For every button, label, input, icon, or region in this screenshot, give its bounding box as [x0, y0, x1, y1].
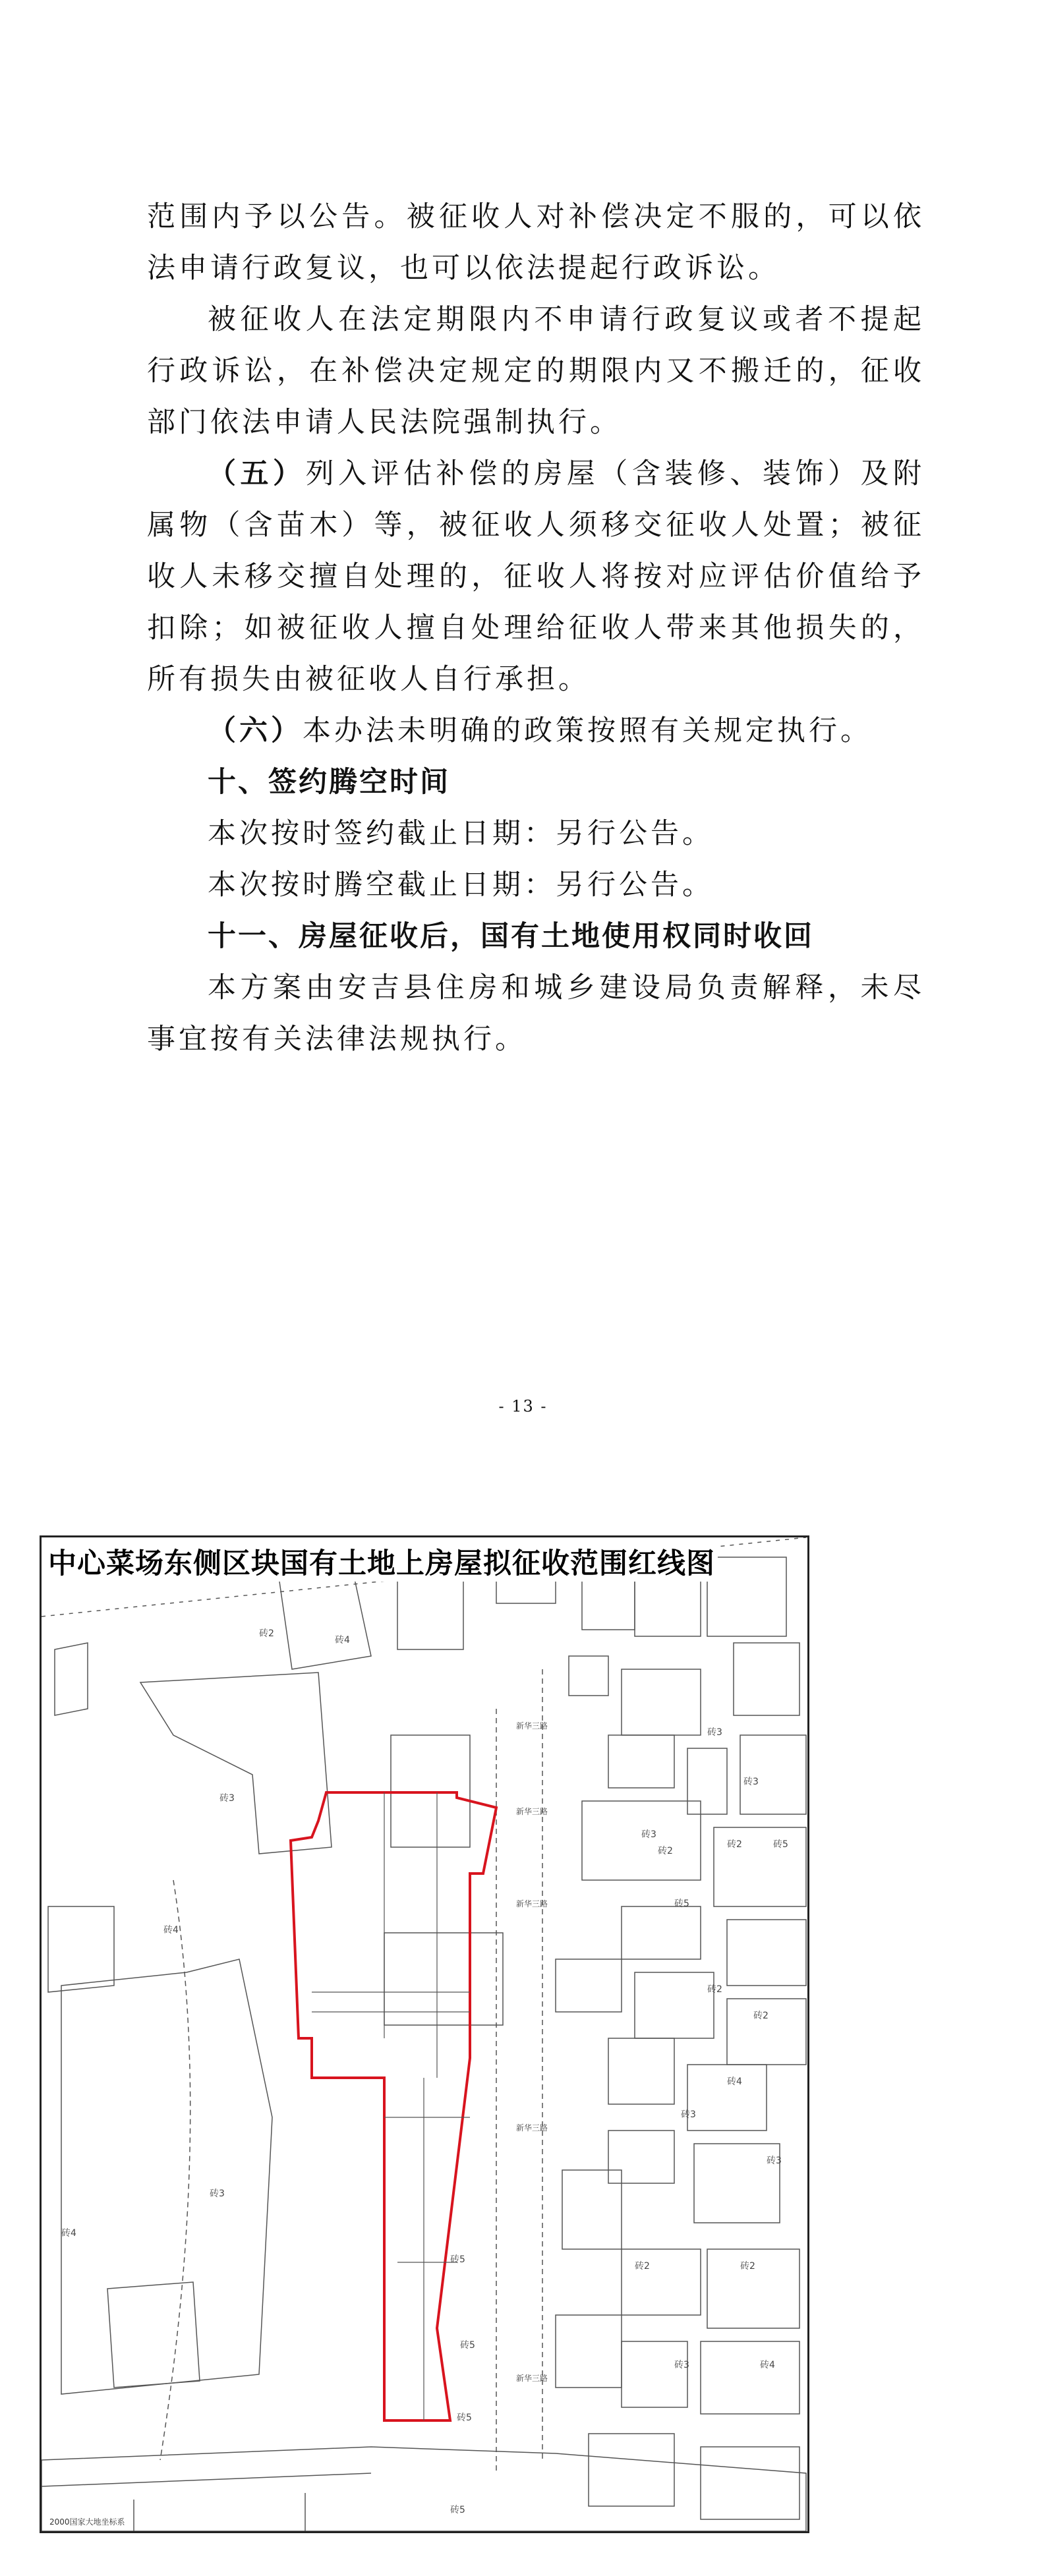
building-label: 砖4	[727, 2076, 742, 2087]
paragraph-enforcement: 被征收人在法定期限内不申请行政复议或者不提起行政诉讼，在补偿决定规定的期限内又不搬迁的，征收部门依法申请人民法院强制执行。	[147, 303, 925, 439]
building-label: 砖4	[335, 1635, 350, 1646]
building-label: 砖3	[767, 2156, 782, 2166]
item-six-lead: （六）	[208, 714, 303, 747]
item-six-body: 本办法未明确的政策按照有关规定执行。	[303, 714, 872, 747]
building-label: 砖2	[259, 1628, 274, 1639]
expropriation-boundary	[291, 1792, 496, 2420]
building-label: 砖2	[635, 2261, 650, 2272]
inner-parcels	[312, 1792, 470, 2420]
paragraph-item-five	[147, 448, 925, 705]
building-label: 砖5	[460, 2340, 475, 2351]
section-heading-ten: 十、签约腾空时间	[208, 766, 450, 799]
building-label: 砖5	[450, 2505, 465, 2515]
building-label: 砖3	[743, 1777, 759, 1787]
building-label: 砖4	[760, 2360, 775, 2370]
building-label: 砖2	[707, 1984, 722, 1995]
map-title: 中心菜场东侧区块国有土地上房屋拟征收范围红线图	[45, 1541, 718, 1582]
building-label: 砖3	[641, 1829, 656, 1840]
building-label: 砖5	[674, 1899, 689, 1909]
building-label: 砖2	[740, 2261, 755, 2272]
road-label: 新华三路	[516, 1899, 548, 1908]
building-label: 砖4	[61, 2228, 76, 2239]
building-label: 砖3	[219, 1793, 235, 1804]
road-label: 新华三路	[516, 1721, 548, 1731]
paragraph-announcement: 范围内予以公告。被征收人对补偿决定不服的，可以依法申请行政复议，也可以依法提起行政诉讼。	[147, 200, 925, 285]
item-five-body: 列入评估补偿的房屋（含装修、装饰）及附属物（含苗木）等，被征收人须移交征收人处置；被征收人未移交擅自处理的，征收人将按对应评估价值给予扣除；如被征收人擅自处理给征收人带来其他损失的，所有损失由被征收人自行承担。	[147, 457, 925, 696]
building-label: 砖5	[457, 2413, 472, 2423]
page-number: - 13 -	[498, 1397, 548, 1416]
paragraph-item-six	[147, 705, 925, 757]
paragraph-sign-deadline: 本次按时签约截止日期：另行公告。	[208, 817, 714, 850]
building-label: 砖2	[658, 1846, 673, 1856]
building-label: 砖5	[773, 1839, 788, 1850]
building-label: 砖3	[681, 2109, 696, 2120]
building-label: 砖5	[450, 2254, 465, 2265]
road-label: 新华三路	[516, 2374, 548, 2383]
road-label: 新华三路	[516, 2123, 548, 2132]
section-heading-eleven: 十一、房屋征收后，国有土地使用权同时收回	[208, 920, 814, 953]
building-label: 砖3	[674, 2360, 689, 2370]
building-label: 砖2	[753, 2011, 769, 2021]
map-drawing	[42, 1537, 807, 2531]
building-label: 砖4	[163, 1925, 179, 1935]
paragraph-vacate-deadline: 本次按时腾空截止日期：另行公告。	[208, 869, 714, 902]
building-label: 砖3	[707, 1727, 722, 1738]
item-five-lead: （五）	[208, 457, 306, 490]
building-label: 砖3	[210, 2189, 225, 2199]
road-label-layer	[516, 1721, 548, 2383]
building-label-layer	[61, 1628, 788, 2515]
redline-map	[40, 1535, 809, 2533]
document-body	[147, 191, 925, 1065]
building-label: 砖2	[727, 1839, 742, 1850]
paragraph-interpretation: 本方案由安吉县住房和城乡建设局负责解释，未尽事宜按有关法律法规执行。	[147, 971, 925, 1056]
map-coordinate-note: 2000国家大地坐标系	[49, 2517, 125, 2527]
road-label: 新华三路	[516, 1807, 548, 1816]
